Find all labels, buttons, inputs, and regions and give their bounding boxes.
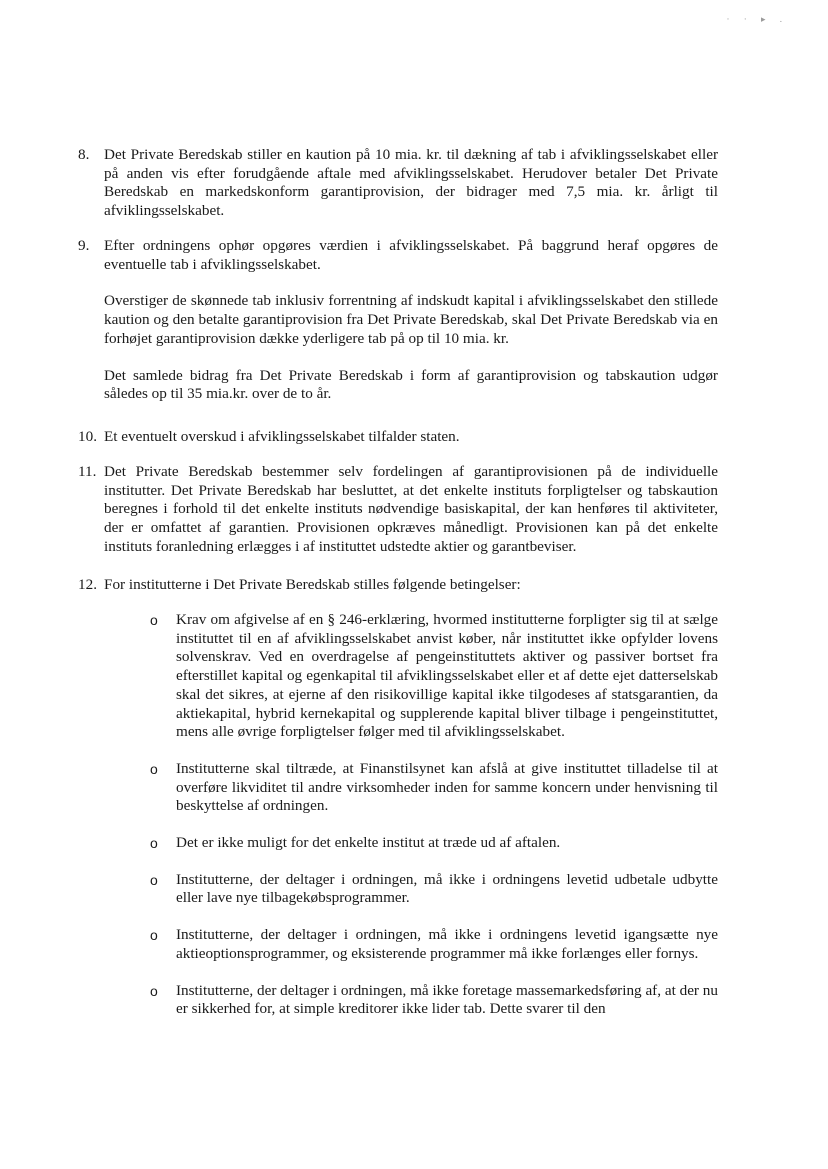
- item-paragraph: Efter ordningens ophør opgøres værdien i afviklingsselskabet. På baggrund heraf opgøres de eventuelle tab i afviklingsselskabet.: [104, 237, 718, 273]
- item-number: 9.: [78, 237, 90, 254]
- condition-text: Institutterne, der deltager i ordningen, må ikke i ordningens levetid udbetale udbytte eller lave nye tilbagekøbsprogrammer.: [176, 870, 718, 907]
- item-number: 12.: [78, 576, 97, 593]
- condition-item: [150, 760, 718, 816]
- condition-text: Institutterne, der deltager i ordningen, må ikke foretage massemarkedsføring af, at der nu er sikkerhed for, at simple kreditorer ikke lider tab. Dette svarer til den: [176, 981, 718, 1018]
- bullet-marker: o: [150, 982, 158, 999]
- item-body: [104, 463, 718, 557]
- item-paragraph: Det Private Beredskab bestemmer selv fordelingen af garantiprovisionen på de individuelle institutter. Det Private Beredskab har besluttet, at det enkelte instituts forpligtelser og tabskaution beregnes i forhold til det enkelte instituts nødvendige basiskapital, der kan henføres til aktiviteter, der er omfattet af garantien. Provisionen opkræves månedligt. Provisionen kan på det enkelte instituts foranledning erlægges i af instituttet udstedte aktier og garantbeviser.: [104, 463, 718, 555]
- item-paragraph: Det Private Beredskab stiller en kaution på 10 mia. kr. til dækning af tab i afviklingsselskabet eller på anden vis efter forudgående aftale med afviklingsselskabet. Herudover betaler Det Private Beredskab en markedskonform garantiprovision, der bidrager med 7,5 mia. kr. årligt til afviklingsselskabet.: [104, 146, 718, 220]
- condition-item: [150, 982, 718, 1019]
- condition-item: [150, 834, 718, 853]
- item-paragraph: Overstiger de skønnede tab inklusiv forrentning af indskudt kapital i afviklingsselskabet den stillede kaution og den betalte garantiprovision fra Det Private Beredskab, skal Det Private Beredskab via en forhøjet garantiprovision dække yderligere tab på op til 10 mia. kr.: [104, 292, 718, 347]
- item-body: [104, 576, 718, 595]
- list-item-9: [78, 237, 718, 404]
- item-paragraph: Det samlede bidrag fra Det Private Beredskab i form af garantiprovision og tabskaution udgør således op til 35 mia.kr. over de to år.: [104, 366, 718, 403]
- condition-text: Institutterne skal tiltræde, at Finanstilsynet kan afslå at give instituttet tilladelse til at overføre likviditet til andre virksomheder inden for samme koncern under henvisning til beskyttelse af ordningen.: [176, 759, 718, 815]
- list-item-11: [78, 463, 718, 557]
- item-body: [104, 146, 718, 221]
- item-body: [104, 237, 718, 404]
- list-item-12: [78, 576, 718, 595]
- condition-text: Det er ikke muligt for det enkelte institut at træde ud af aftalen.: [176, 834, 561, 852]
- condition-text: Institutterne, der deltager i ordningen, må ikke i ordningens levetid igangsætte nye aktieoptionsprogrammer, og eksisterende programmer må ikke forlænges eller fornys.: [176, 926, 718, 962]
- item-body: [104, 428, 718, 447]
- condition-item: [150, 926, 718, 963]
- scan-marks: · · ▸ .: [726, 14, 788, 24]
- bullet-marker: o: [150, 612, 158, 628]
- item-number: 8.: [78, 146, 90, 163]
- list-item-8: [78, 146, 718, 221]
- item-paragraph: For institutterne i Det Private Beredskab stilles følgende betingelser:: [104, 576, 521, 593]
- bullet-marker: o: [150, 835, 158, 852]
- item-number: 10.: [78, 428, 97, 445]
- condition-item: [150, 871, 718, 908]
- condition-text: Krav om afgivelse af en § 246-erklæring, hvormed institutterne forpligter sig til at sælge instituttet til en af afviklingsselskabet anvist køber, når instituttet ikke opfylder lovens solvenskrav. Ved en overdragelse af pengeinstituttets aktiver og passiver bortset fra efterstillet kapital og egenkapital til afviklingsselskabet eller et af dette ejet datterselskab skal det sikres, at ejerne af den risikovillige kapital ikke tilgodeses af statsgarantien, da aktiekapital, hybrid kernekapital og supplerende kapital bliver tilbage i pengeinstituttet, mens alle øvrige forpligtelser følger med til afviklingsselskabet.: [176, 611, 718, 741]
- list-item-10: [78, 428, 718, 447]
- condition-item: [150, 611, 718, 742]
- bullet-marker: o: [150, 871, 158, 888]
- bullet-marker: o: [150, 760, 158, 777]
- bullet-marker: o: [150, 927, 158, 944]
- conditions-list: [150, 611, 718, 1037]
- item-paragraph: Et eventuelt overskud i afviklingsselskabet tilfalder staten.: [104, 428, 460, 445]
- item-number: 11.: [78, 463, 97, 480]
